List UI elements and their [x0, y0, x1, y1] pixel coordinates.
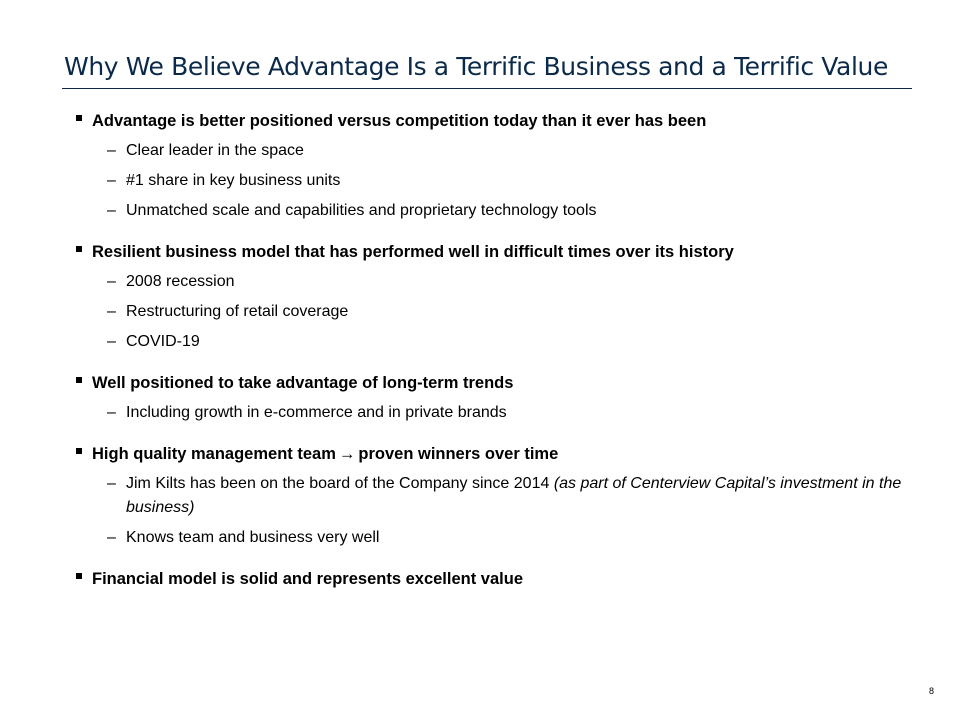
bullet-item [76, 371, 906, 425]
bullet-text: Financial model is solid and represents excellent value [92, 570, 523, 588]
sub-bullet [92, 139, 906, 163]
bullet-item [76, 442, 906, 550]
bullet-list [76, 109, 906, 591]
dash-marker: – [107, 404, 116, 421]
square-bullet-icon [76, 448, 82, 454]
bullet-item [76, 240, 906, 354]
dash-marker: – [107, 475, 116, 492]
dash-marker: – [107, 273, 116, 290]
slide-title: Why We Believe Advantage Is a Terrific Business and a Terrific Value [64, 52, 888, 81]
square-bullet-icon [76, 573, 82, 579]
sub-bullet [92, 199, 906, 223]
sub-bullet [92, 169, 906, 193]
bullet-text-part: proven winners over time [358, 445, 559, 463]
bullet-item [76, 109, 906, 223]
dash-marker: – [107, 529, 116, 546]
sub-bullet [92, 401, 906, 425]
sub-bullet [92, 300, 906, 324]
sub-bullet-note: (as part of Centerview Capital’s investment in the business) [126, 475, 902, 516]
title-underline [62, 88, 912, 89]
page-number: 8 [928, 686, 934, 696]
sub-bullet-text: COVID-19 [126, 333, 200, 350]
sub-bullet-text: Unmatched scale and capabilities and proprietary technology tools [126, 202, 597, 219]
sub-bullet-text: 2008 recession [126, 273, 235, 290]
sub-bullet-text: Knows team and business very well [126, 529, 380, 546]
bullet-item [76, 567, 906, 591]
sub-bullet [92, 270, 906, 294]
square-bullet-icon [76, 115, 82, 121]
right-arrow-icon: → [338, 445, 356, 463]
dash-marker: – [107, 303, 116, 320]
dash-marker: – [107, 142, 116, 159]
sub-bullet-text: Jim Kilts has been on the board of the Company since 2014 [126, 475, 554, 492]
bullet-text [92, 442, 906, 466]
sub-bullet-text: #1 share in key business units [126, 172, 341, 189]
sub-bullet [92, 526, 906, 550]
sub-bullet [92, 472, 906, 520]
sub-bullet-text: Including growth in e-commerce and in private brands [126, 404, 507, 421]
bullet-text: Well positioned to take advantage of long-term trends [92, 374, 514, 392]
square-bullet-icon [76, 246, 82, 252]
sub-bullet-text: Clear leader in the space [126, 142, 304, 159]
dash-marker: – [107, 172, 116, 189]
bullet-text-part: High quality management team [92, 445, 336, 463]
sub-bullet-text: Restructuring of retail coverage [126, 303, 349, 320]
bullet-text: Advantage is better positioned versus competition today than it ever has been [92, 112, 707, 130]
bullet-text: Resilient business model that has performed well in difficult times over its history [92, 243, 734, 261]
dash-marker: – [107, 333, 116, 350]
sub-bullet [92, 330, 906, 354]
square-bullet-icon [76, 377, 82, 383]
dash-marker: – [107, 202, 116, 219]
